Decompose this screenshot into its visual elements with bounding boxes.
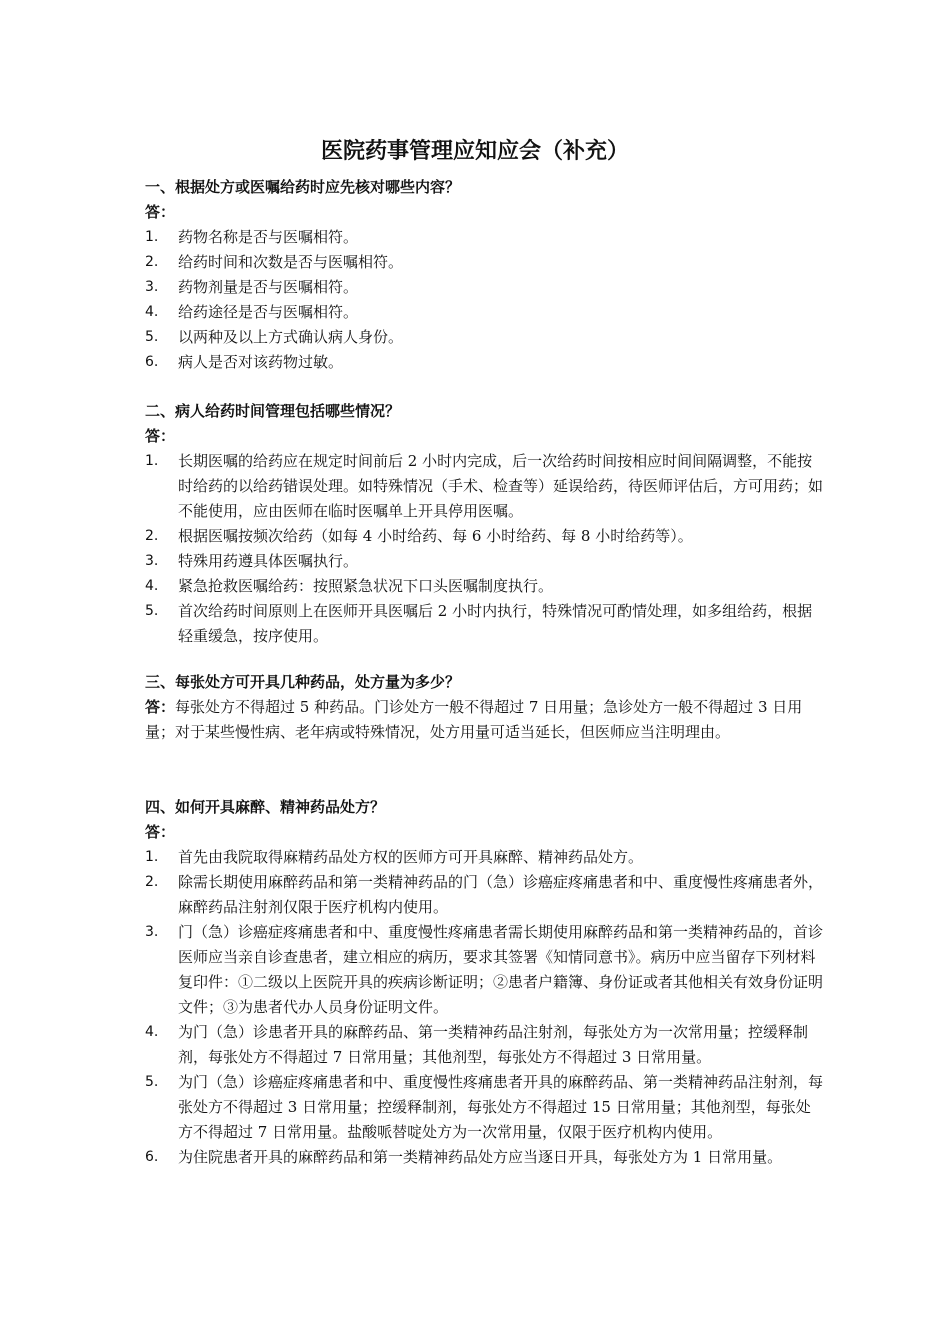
list-item xyxy=(145,599,825,649)
section-question: 四、如何开具麻醉、精神药品处方？ xyxy=(145,798,386,816)
section-question: 二、病人给药时间管理包括哪些情况？ xyxy=(145,402,401,420)
list-item xyxy=(145,350,825,375)
item-text: 门（急）诊癌症疼痛患者和中、重度慢性疼痛患者需长期使用麻醉药品和第一类精神药品的，首诊医师应当亲自诊查患者，建立相应的病历，要求其签署《知情同意书》。病历中应当留存下列材料复印件：①二级以上医院开具的疾病诊断证明；②患者户籍簿、身份证或者其他相关有效身份证明文件；③为患者代办人员身份证明文件。 xyxy=(178,923,824,1016)
item-text: 为门（急）诊患者开具的麻醉药品、第一类精神药品注射剂，每张处方为一次常用量；控缓释制剂，每张处方不得超过 7 日常用量；其他剂型，每张处方不得超过 3 日常用量。 xyxy=(178,1023,809,1066)
item-number: 2. xyxy=(145,874,159,890)
item-number: 4. xyxy=(145,304,159,320)
item-text: 首次给药时间原则上在医师开具医嘱后 2 小时内执行，特殊情况可酌情处理，如多组给药，根据轻重缓急，按序使用。 xyxy=(178,602,813,645)
answer-list xyxy=(145,845,825,1170)
list-item xyxy=(145,524,825,549)
list-item xyxy=(145,250,825,275)
item-number: 2. xyxy=(145,528,159,544)
item-text: 首先由我院取得麻精药品处方权的医师方可开具麻醉、精神药品处方。 xyxy=(178,848,644,866)
list-item xyxy=(145,870,825,920)
item-text: 紧急抢救医嘱给药：按照紧急状况下口头医嘱制度执行。 xyxy=(178,577,554,595)
item-number: 1. xyxy=(145,849,159,865)
item-text: 给药途径是否与医嘱相符。 xyxy=(178,303,359,321)
item-number: 4. xyxy=(145,578,159,594)
item-text: 药物剂量是否与医嘱相符。 xyxy=(178,278,359,296)
list-item xyxy=(145,1145,825,1170)
section-4 xyxy=(145,795,825,1170)
item-text: 长期医嘱的给药应在规定时间前后 2 小时内完成，后一次给药时间按相应时间间隔调整，不能按时给药的以给药错误处理。如特殊情况（手术、检查等）延误给药，待医师评估后，方可用药；如不能使用，应由医师在临时医嘱单上开具停用医嘱。 xyxy=(178,452,824,520)
item-text: 特殊用药遵具体医嘱执行。 xyxy=(178,552,359,570)
list-item xyxy=(145,1020,825,1070)
section-1 xyxy=(145,175,825,375)
list-item xyxy=(145,449,825,524)
item-text: 病人是否对该药物过敏。 xyxy=(178,353,344,371)
answer-list xyxy=(145,449,825,649)
item-number: 4. xyxy=(145,1024,159,1040)
item-number: 6. xyxy=(145,1149,159,1165)
item-text: 除需长期使用麻醉药品和第一类精神药品的门（急）诊癌症疼痛患者和中、重度慢性疼痛患者外，麻醉药品注射剂仅限于医疗机构内使用。 xyxy=(178,873,824,916)
list-item xyxy=(145,920,825,1020)
list-item xyxy=(145,574,825,599)
section-question: 一、根据处方或医嘱给药时应先核对哪些内容？ xyxy=(145,178,461,196)
answer-list xyxy=(145,225,825,375)
section-question: 三、每张处方可开具几种药品，处方量为多少？ xyxy=(145,673,461,691)
item-number: 5. xyxy=(145,329,159,345)
item-number: 5. xyxy=(145,603,159,619)
item-text: 给药时间和次数是否与医嘱相符。 xyxy=(178,253,404,271)
item-text: 以两种及以上方式确认病人身份。 xyxy=(178,328,404,346)
item-number: 6. xyxy=(145,354,159,370)
item-number: 1. xyxy=(145,453,159,469)
page-title: 医院药事管理应知应会（补充） xyxy=(320,138,629,164)
item-text: 根据医嘱按频次给药（如每 4 小时给药、每 6 小时给药、每 8 小时给药等）。 xyxy=(178,527,693,545)
item-number: 3. xyxy=(145,924,159,940)
answer-text: 每张处方不得超过 5 种药品。门诊处方一般不得超过 7 日用量；急诊处方一般不得超过 3 日用量；对于某些慢性病、老年病或特殊情况，处方用量可适当延长，但医师应当注明理由。 xyxy=(145,698,803,741)
list-item xyxy=(145,549,825,574)
list-item xyxy=(145,1070,825,1145)
item-number: 5. xyxy=(145,1074,159,1090)
item-text: 药物名称是否与医嘱相符。 xyxy=(178,228,359,246)
item-text: 为住院患者开具的麻醉药品和第一类精神药品处方应当逐日开具，每张处方为 1 日常用量。 xyxy=(178,1148,783,1166)
answer-label: 答： xyxy=(145,203,176,221)
item-number: 3. xyxy=(145,279,159,295)
list-item xyxy=(145,300,825,325)
item-number: 1. xyxy=(145,229,159,245)
list-item xyxy=(145,325,825,350)
section-3 xyxy=(145,670,825,745)
item-number: 3. xyxy=(145,553,159,569)
list-item xyxy=(145,275,825,300)
answer-paragraph xyxy=(145,695,825,745)
answer-label: 答： xyxy=(145,823,176,841)
list-item xyxy=(145,225,825,250)
item-text: 为门（急）诊癌症疼痛患者和中、重度慢性疼痛患者开具的麻醉药品、第一类精神药品注射剂，每张处方不得超过 3 日常用量；控缓释制剂，每张处方不得超过 15 日常用量；其他剂型，每张处方不得超过 7 日常用量。盐酸哌替啶处方为一次常用量，仅限于医疗机构内使用。 xyxy=(178,1073,824,1141)
section-2 xyxy=(145,399,825,649)
answer-label: 答： xyxy=(145,698,176,716)
list-item xyxy=(145,845,825,870)
answer-label: 答： xyxy=(145,427,176,445)
item-number: 2. xyxy=(145,254,159,270)
